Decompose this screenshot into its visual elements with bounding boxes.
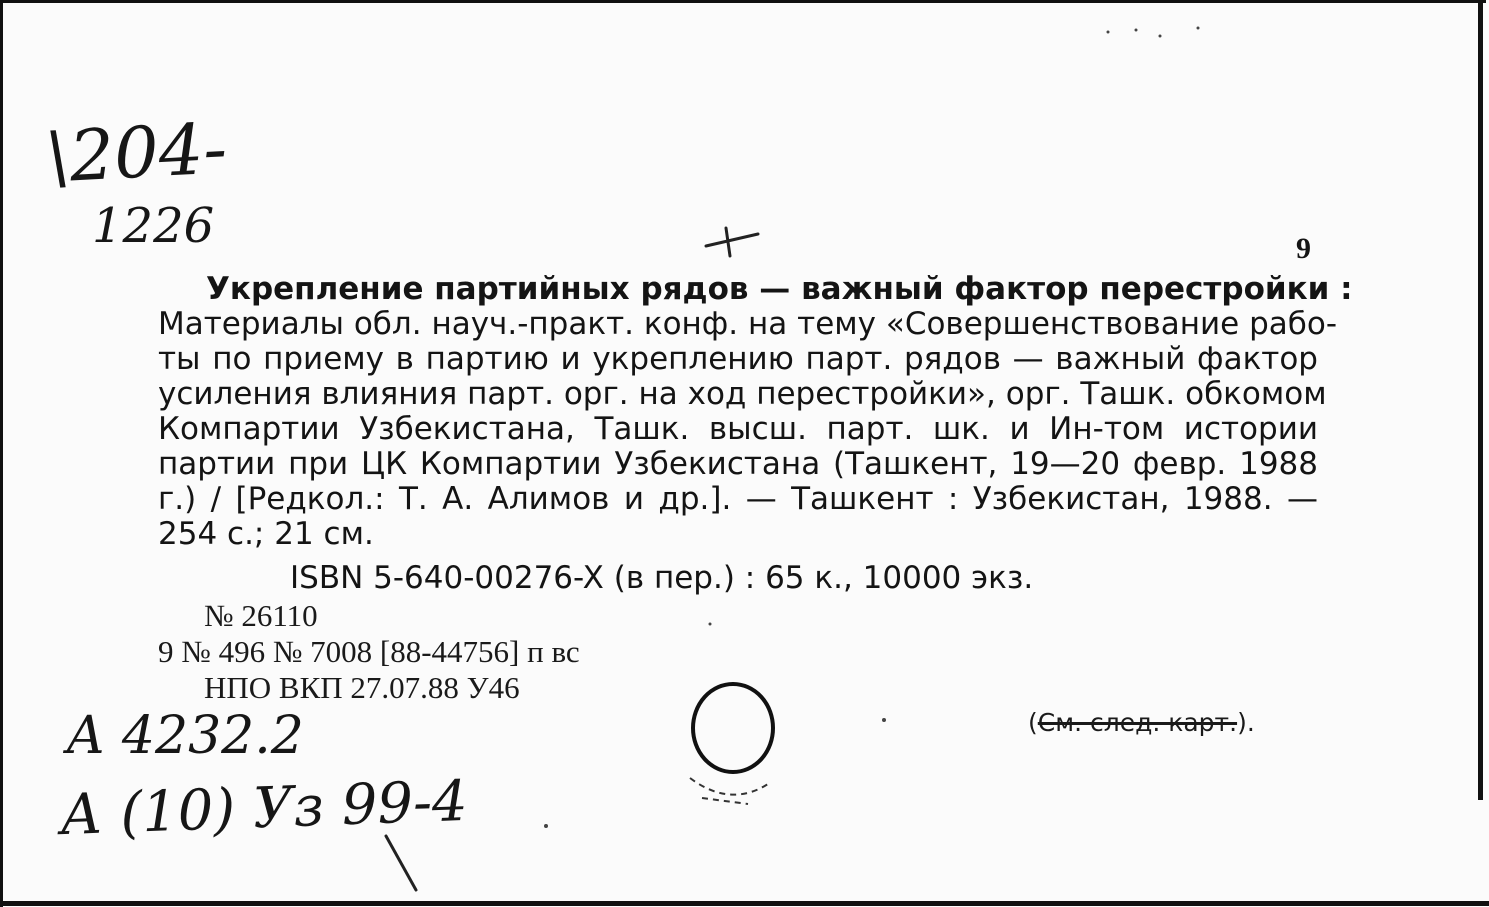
speck — [1107, 31, 1110, 34]
circle-smudge — [690, 778, 768, 804]
speck — [1135, 29, 1138, 32]
circle-mark — [693, 684, 773, 772]
speck — [1159, 35, 1162, 38]
entry-physical-description: 254 с.; 21 см. — [158, 516, 374, 552]
see-next-struck-text: См. след. карт. — [1037, 708, 1238, 737]
speck — [709, 623, 712, 626]
handwritten-shelf-mark: А 4232.2 — [66, 706, 304, 766]
handwritten-classification: А (10) Уз 99-4 — [58, 768, 469, 849]
see-next-close: ). — [1237, 708, 1255, 737]
slash-mark — [386, 836, 416, 890]
speck — [544, 824, 548, 828]
see-next-open: ( — [1028, 708, 1038, 737]
entry-line: партии при ЦК Компартии Узбекистана (Ташкент, 19—20 февр. 1988 — [158, 446, 1318, 482]
isbn-line: ISBN 5-640-00276-X (в пер.) : 65 к., 10000 экз. — [290, 560, 1034, 596]
handwritten-range-end: 1226 — [92, 198, 215, 254]
cross-mark — [706, 228, 758, 256]
speck — [882, 718, 886, 722]
registration-numbers: 9 № 496 № 7008 [88-44756] п вс — [158, 634, 580, 669]
handwritten-range-start: \204- — [43, 107, 229, 199]
entry-line: Компартии Узбекистана, Ташк. высш. парт. шк. и Ин-том истории — [158, 411, 1318, 447]
entry-line: Материалы обл. науч.-практ. конф. на тему «Совершенствование рабо- — [158, 306, 1338, 342]
record-number: № 26110 — [204, 598, 318, 633]
speck — [1197, 27, 1200, 30]
entry-line: г.) / [Редкол.: Т. А. Алимов и др.]. — Ташкент : Узбекистан, 1988. — — [158, 481, 1318, 517]
see-next-card-note — [1028, 708, 1255, 737]
entry-line: усиления влияния парт. орг. на ход перестройки», орг. Ташк. обкомом — [158, 376, 1327, 412]
bibliographic-entry — [158, 271, 1353, 552]
page-number: 9 — [1296, 232, 1311, 265]
publisher-stamp-line: НПО ВКП 27.07.88 У46 — [204, 670, 520, 705]
entry-title-line: Укрепление партийных рядов — важный фактор перестройки : — [206, 271, 1353, 307]
entry-line: ты по приему в партию и укреплению парт. рядов — важный фактор — [158, 341, 1318, 377]
